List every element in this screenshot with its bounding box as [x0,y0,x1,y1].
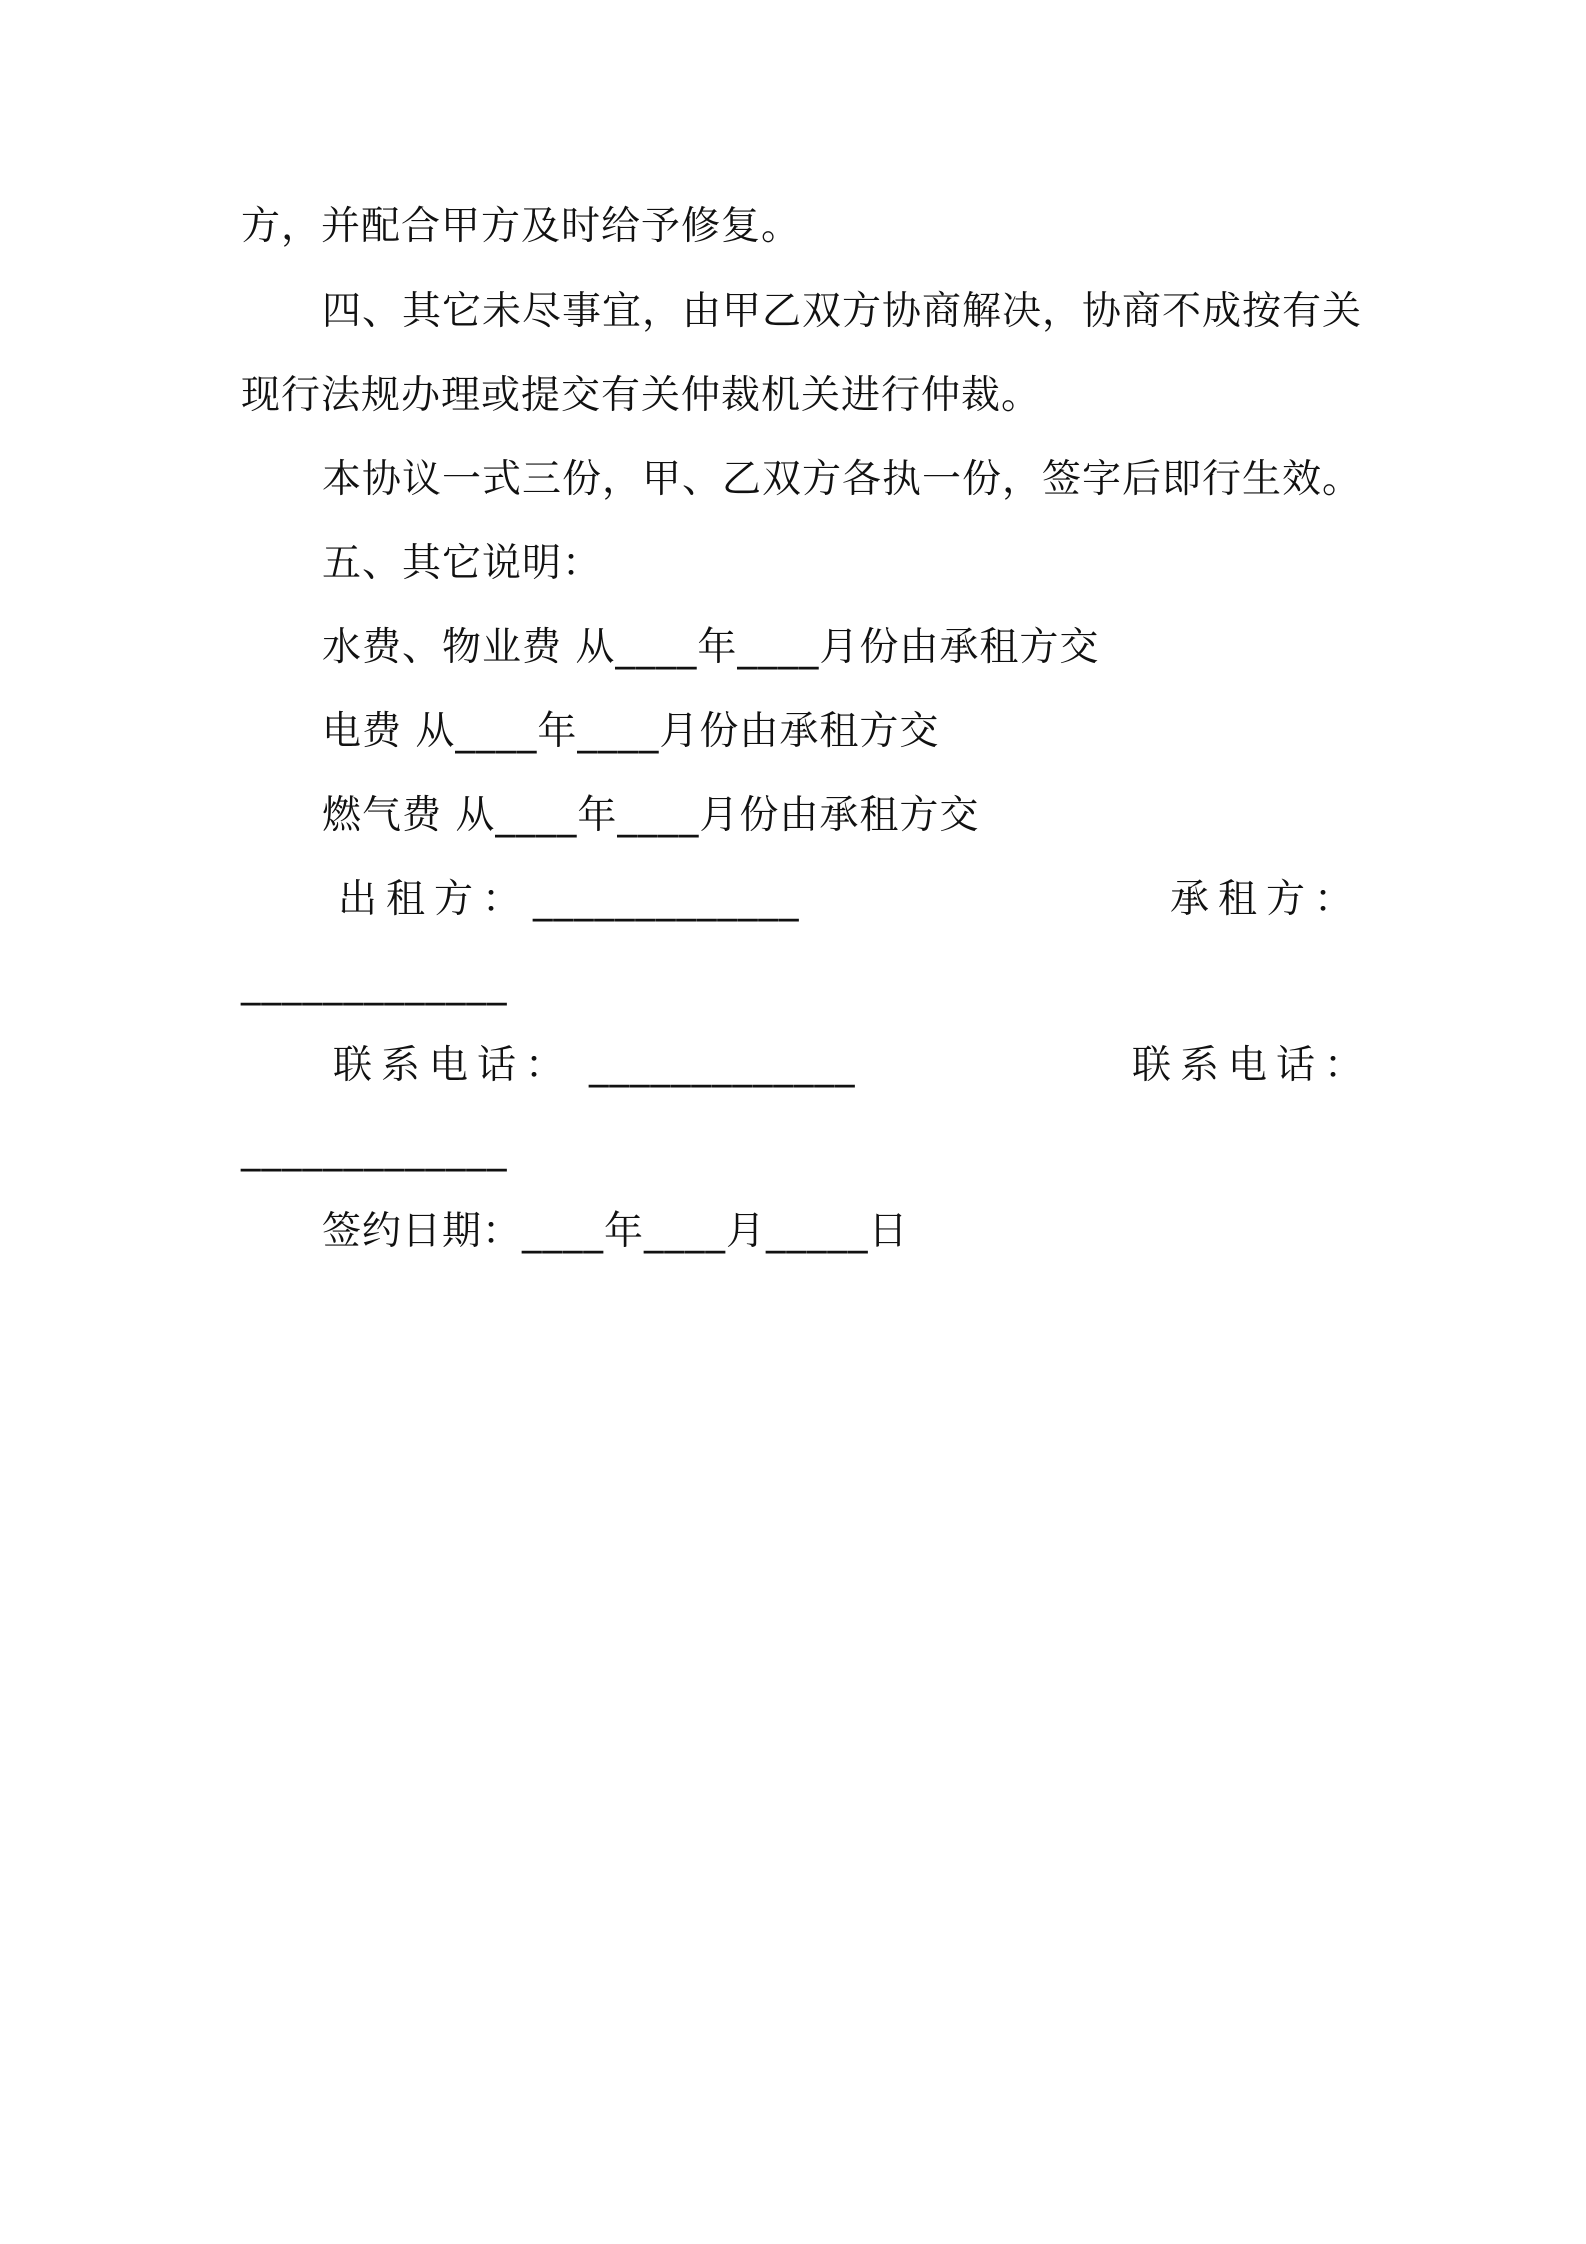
lessor-signature-blank: _____________ [533,877,800,922]
gas-fee-line: 燃气费 从____年____月份由承租方交 [322,793,980,838]
copies-clause: 本协议一式三份，甲、乙双方各执一份，签字后即行生效。 [322,457,1363,502]
clause-five-heading: 五、其它说明： [322,541,603,586]
water-property-fee-line: 水费、物业费 从____年____月份由承租方交 [322,625,1100,670]
clause-four-line-1: 四、其它未尽事宜，由甲乙双方协商解决，协商不成按有关 [322,289,1363,334]
lessor-phone-blank: _____________ [589,1043,856,1088]
electricity-fee-line: 电费 从____年____月份由承租方交 [322,709,940,754]
lessee-phone-label: 联系电话： [1132,1043,1373,1088]
lessee-label: 承租方： [1170,877,1363,922]
lessor-label: 出租方： [338,877,531,922]
lessee-phone-blank: _____________ [241,1127,508,1172]
clause-four-line-2: 现行法规办理或提交有关仲裁机关进行仲裁。 [241,373,1042,418]
lessor-phone-label: 联系电话： [333,1043,574,1088]
signing-date-line: 签约日期：____年____月_____日 [322,1209,909,1254]
paragraph-continuation: 方，并配合甲方及时给予修复。 [241,204,802,249]
lessee-signature-blank: _____________ [241,961,508,1006]
